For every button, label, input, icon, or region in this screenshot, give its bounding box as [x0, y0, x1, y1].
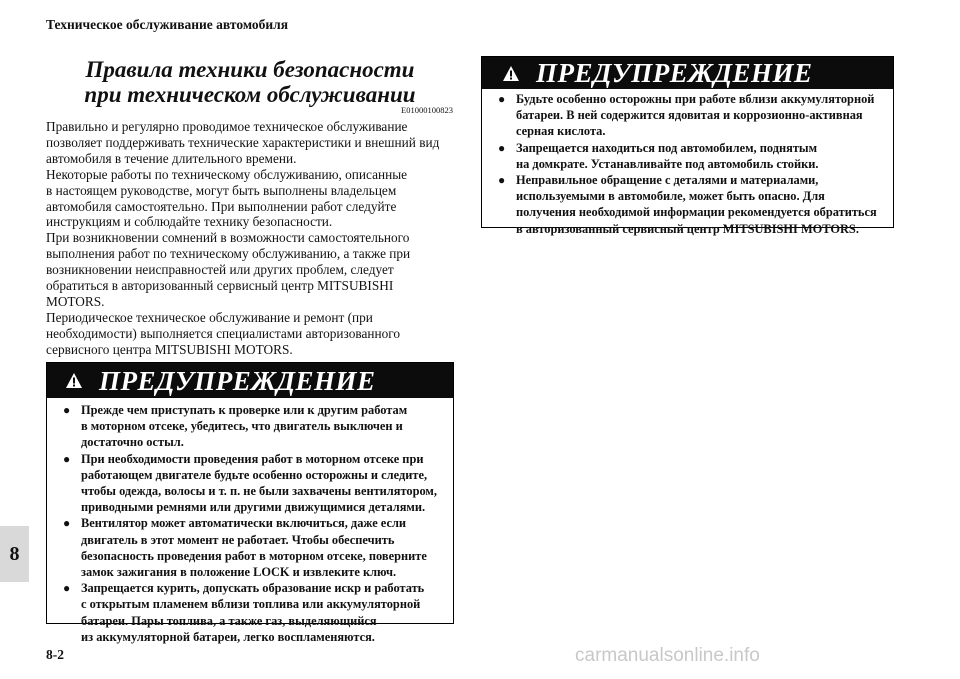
- warning-line: Прежде чем приступать к проверке или к другим работам: [81, 403, 408, 417]
- bullet-icon: ●: [498, 140, 506, 155]
- bullet-icon: ●: [498, 92, 506, 106]
- warning-line: на домкрате. Устанавливайте под автомобиль стойки.: [516, 156, 819, 171]
- paragraph-line: При возникновении сомнений в возможности самостоятельного: [46, 230, 410, 246]
- paragraph-line: сервисного центра MITSUBISHI MOTORS.: [46, 341, 293, 357]
- page-header: Техническое обслуживание автомобиля: [46, 17, 288, 32]
- warning-item: [498, 91, 885, 140]
- warning-line: батареи. В ней содержится ядовитая и коррозионно-активная: [516, 108, 863, 123]
- warning-item-text: [81, 402, 407, 451]
- warning-line: в авторизованный сервисный центр MITSUBISHI MOTORS.: [516, 221, 859, 236]
- warning-line: Запрещается находиться под автомобилем, поднятым: [516, 140, 818, 155]
- warning-line: в моторном отсеке, убедитесь, что двигатель выключен и: [81, 419, 403, 434]
- watermark: carmanualsonline.info: [575, 645, 760, 666]
- paragraph-line: выполнения работ по техническому обслуживанию, а также при: [46, 246, 411, 262]
- warning-line: При необходимости проведения работ в моторном отсеке при: [81, 451, 424, 466]
- warning-title: ПРЕДУПРЕЖДЕНИЕ: [536, 58, 813, 88]
- warning-line: достаточно остыл.: [81, 435, 184, 450]
- section-title-line-2: при техническом обслуживании: [84, 82, 416, 107]
- warning-box-left: [46, 362, 454, 644]
- paragraph-line: автомобиля в течение длительного времени.: [46, 150, 297, 166]
- warning-line: чтобы одежда, волосы и т. п. не были захвачены вентилятором,: [81, 484, 437, 499]
- warning-list: [482, 89, 893, 237]
- bullet-icon: ●: [63, 451, 71, 466]
- paragraph-line: Периодическое техническое обслуживание и ремонт (при: [46, 309, 373, 325]
- warning-line: Запрещается курить, допускать образование искр и работать: [81, 581, 425, 596]
- warning-item: [63, 580, 445, 645]
- bullet-icon: ●: [63, 581, 71, 596]
- warning-item-text: [516, 140, 818, 172]
- warning-line: из аккумуляторной батареи, легко воспламеняются.: [81, 629, 375, 644]
- paragraph-line: MOTORS.: [46, 293, 105, 309]
- warning-item: [63, 402, 445, 451]
- paragraph-line: Правильно и регулярно проводимое техническое обслуживание: [46, 119, 408, 134]
- paragraph-line: возникновении неисправностей или других проблем, следует: [46, 262, 394, 278]
- warning-line: Неправильное обращение с деталями и материалами,: [516, 173, 819, 188]
- page-number: 8-2: [46, 647, 64, 662]
- bullet-icon: ●: [63, 403, 71, 417]
- warning-line: батареи. Пары топлива, а также газ, выделяющийся: [81, 613, 377, 628]
- paragraph-line: позволяет поддерживать технические характеристики и внешний вид: [46, 134, 440, 150]
- intro-paragraph: [46, 119, 466, 358]
- warning-line: с открытым пламенем вблизи топлива или аккумуляторной: [81, 597, 421, 612]
- paragraph-line: Некоторые работы по техническому обслуживанию, описанные: [46, 166, 408, 182]
- warning-line: замок зажигания в положение LOCK и извлеките ключ.: [81, 565, 397, 580]
- warning-line: Будьте особенно осторожны при работе вблизи аккумуляторной: [516, 92, 875, 106]
- section-code: E01000100823: [401, 105, 453, 115]
- warning-header: [482, 57, 893, 89]
- bullet-icon: ●: [498, 173, 506, 188]
- paragraph-line: обратиться в авторизованный сервисный центр MITSUBISHI: [46, 278, 394, 294]
- warning-triangle-icon: [65, 372, 83, 389]
- paragraph-line: автомобиля самостоятельно. При выполнении работ следуйте: [46, 198, 397, 214]
- warning-item: [498, 172, 885, 237]
- warning-item: [63, 515, 445, 580]
- warning-triangle-icon: [502, 65, 520, 82]
- warning-line: используемыми в автомобиле, может быть опасно. Для: [516, 189, 825, 204]
- paragraph-line: необходимости) выполняется специалистами авторизованного: [46, 325, 401, 341]
- warning-item-text: [516, 172, 877, 237]
- warning-title: ПРЕДУПРЕЖДЕНИЕ: [99, 366, 376, 396]
- warning-item-text: [81, 451, 437, 516]
- warning-item-text: [516, 91, 874, 140]
- warning-line: серная кислота.: [516, 124, 606, 139]
- section-title-line-1: Правила техники безопасности: [85, 57, 415, 82]
- warning-header: [47, 363, 453, 398]
- paragraph-line: в настоящем руководстве, могут быть выполнены владельцем: [46, 182, 397, 198]
- paragraph-line: инструкциям и соблюдайте технику безопасности.: [46, 214, 333, 230]
- warning-line: Вентилятор может автоматически включиться, даже если: [81, 516, 407, 531]
- warning-list: [47, 398, 453, 645]
- warning-item-text: [81, 515, 427, 580]
- chapter-tab: 8: [0, 526, 29, 582]
- warning-line: двигатель в этот момент не работает. Чтобы обеспечить: [81, 532, 395, 547]
- warning-box-right: [481, 56, 894, 236]
- warning-line: безопасность проведения работ в моторном отсеке, поверните: [81, 548, 427, 563]
- warning-item: [498, 140, 885, 172]
- warning-line: получения необходимой информации рекомендуется обратиться: [516, 205, 877, 220]
- warning-line: приводными ремнями или другими движущимися деталями.: [81, 500, 426, 515]
- warning-item-text: [81, 580, 424, 645]
- warning-line: работающем двигателе будьте особенно осторожны и следите,: [81, 467, 428, 482]
- bullet-icon: ●: [63, 516, 71, 531]
- warning-item: [63, 451, 445, 516]
